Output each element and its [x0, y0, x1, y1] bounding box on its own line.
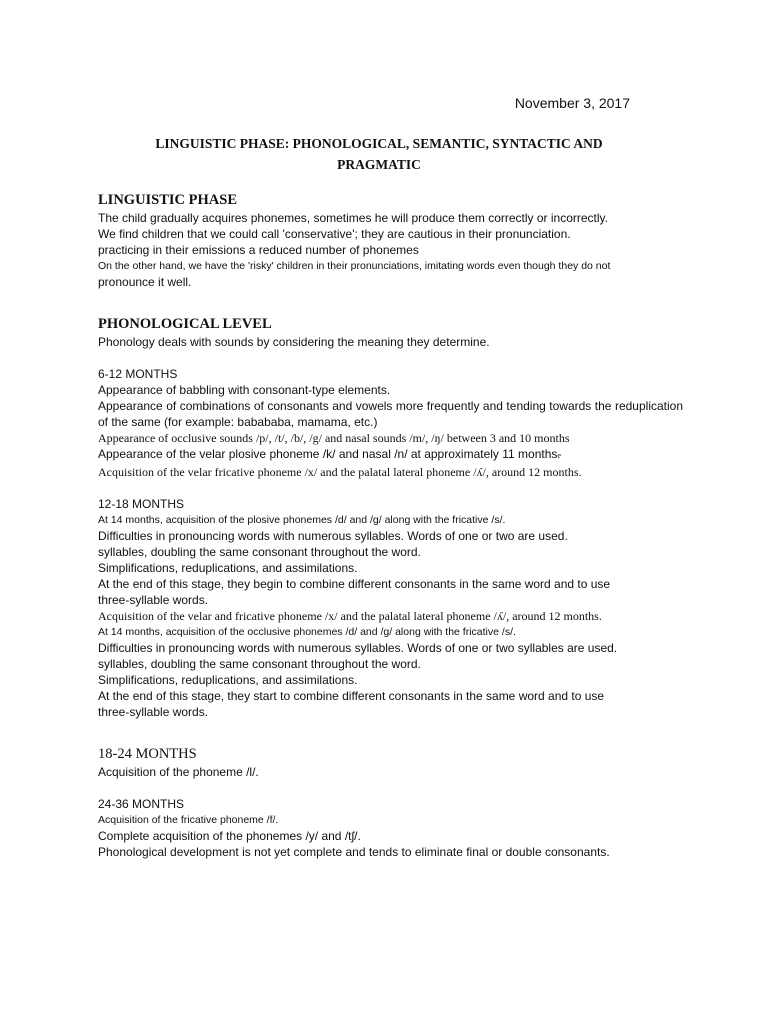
- title-line-1: LINGUISTIC PHASE: PHONOLOGICAL, SEMANTIC, SYNTACTIC AND: [155, 136, 603, 151]
- paragraph: The child gradually acquires phonemes, sometimes he will produce them correctly or incorrectly.: [98, 211, 608, 225]
- subsection-heading-6-12-months: 6-12 MONTHS: [98, 367, 178, 381]
- section-heading-linguistic-phase: LINGUISTIC PHASE: [98, 192, 237, 208]
- list-item: Simplifications, reduplications, and assimilations.: [98, 561, 358, 575]
- paragraph: On the other hand, we have the 'risky' children in their pronunciations, imitating words even though they do not: [98, 260, 611, 272]
- list-item: three-syllable words.: [98, 705, 209, 719]
- paragraph: We find children that we could call 'conservative'; they are cautious in their pronunciation.: [98, 227, 571, 241]
- list-item: [98, 446, 683, 464]
- subsection-heading-12-18-months: 12-18 MONTHS: [98, 497, 185, 511]
- paragraph: practicing in their emissions a reduced number of phonemes: [98, 243, 419, 257]
- subsection-heading-24-36-months: 24-36 MONTHS: [98, 797, 185, 811]
- paragraph: Phonology deals with sounds by considering the meaning they determine.: [98, 335, 490, 349]
- list-item: syllables, doubling the same consonant throughout the word.: [98, 545, 421, 559]
- list-item: Simplifications, reduplications, and assimilations.: [98, 673, 358, 687]
- list-item-text: Appearance of the velar plosive phoneme /k/ and nasal /n/ at approximately 11 months: [98, 447, 558, 461]
- list-item: Appearance of occlusive sounds /p/, /t/, /b/, /g/ and nasal sounds /m/, /ŋ/ between 3 and 10 months: [98, 431, 570, 445]
- list-item: three-syllable words.: [98, 593, 209, 607]
- document-title: [110, 133, 648, 175]
- title-line-2: PRAGMATIC: [337, 157, 421, 172]
- list-item: Appearance of babbling with consonant-type elements.: [98, 383, 391, 397]
- section-heading-phonological-level: PHONOLOGICAL LEVEL: [98, 316, 272, 332]
- list-item: Difficulties in pronouncing words with numerous syllables. Words of one or two syllables are used.: [98, 641, 618, 655]
- list-item: syllables, doubling the same consonant throughout the word.: [98, 657, 421, 671]
- list-item: Acquisition of the fricative phoneme /f/.: [98, 814, 279, 826]
- document-body: [98, 190, 683, 860]
- document-date: November 3, 2017: [514, 95, 630, 111]
- list-item: At 14 months, acquisition of the plosive phonemes /d/ and /g/ along with the fricative /s/.: [98, 514, 506, 526]
- list-item: Phonological development is not yet complete and tends to eliminate final or double consonants.: [98, 845, 610, 859]
- paragraph: pronounce it well.: [98, 275, 192, 289]
- list-item: At 14 months, acquisition of the occlusive phonemes /d/ and /g/ along with the fricative /s/.: [98, 626, 516, 638]
- list-item: Complete acquisition of the phonemes /y/ and /tʃ/.: [98, 829, 361, 843]
- list-item: Acquisition of the velar and fricative phoneme /x/ and the palatal lateral phoneme /ʎ/, around 12 months.: [98, 609, 602, 623]
- list-item: Difficulties in pronouncing words with numerous syllables. Words of one or two are used.: [98, 529, 568, 543]
- list-item: Acquisition of the phoneme /l/.: [98, 765, 259, 779]
- list-item: Appearance of combinations of consonants and vowels more frequently and tending towards the reduplication of the same (for example: babababa, mamama, etc.): [98, 399, 683, 429]
- subsection-heading-18-24-months: 18-24 MONTHS: [98, 746, 197, 762]
- list-item: Acquisition of the velar fricative phoneme /x/ and the palatal lateral phoneme /ʎ/, around 12 months.: [98, 465, 582, 479]
- list-item: At the end of this stage, they begin to combine different consonants in the same word and to use: [98, 577, 611, 591]
- stray-mark: e: [557, 451, 561, 460]
- list-item: At the end of this stage, they start to combine different consonants in the same word and to use: [98, 689, 605, 703]
